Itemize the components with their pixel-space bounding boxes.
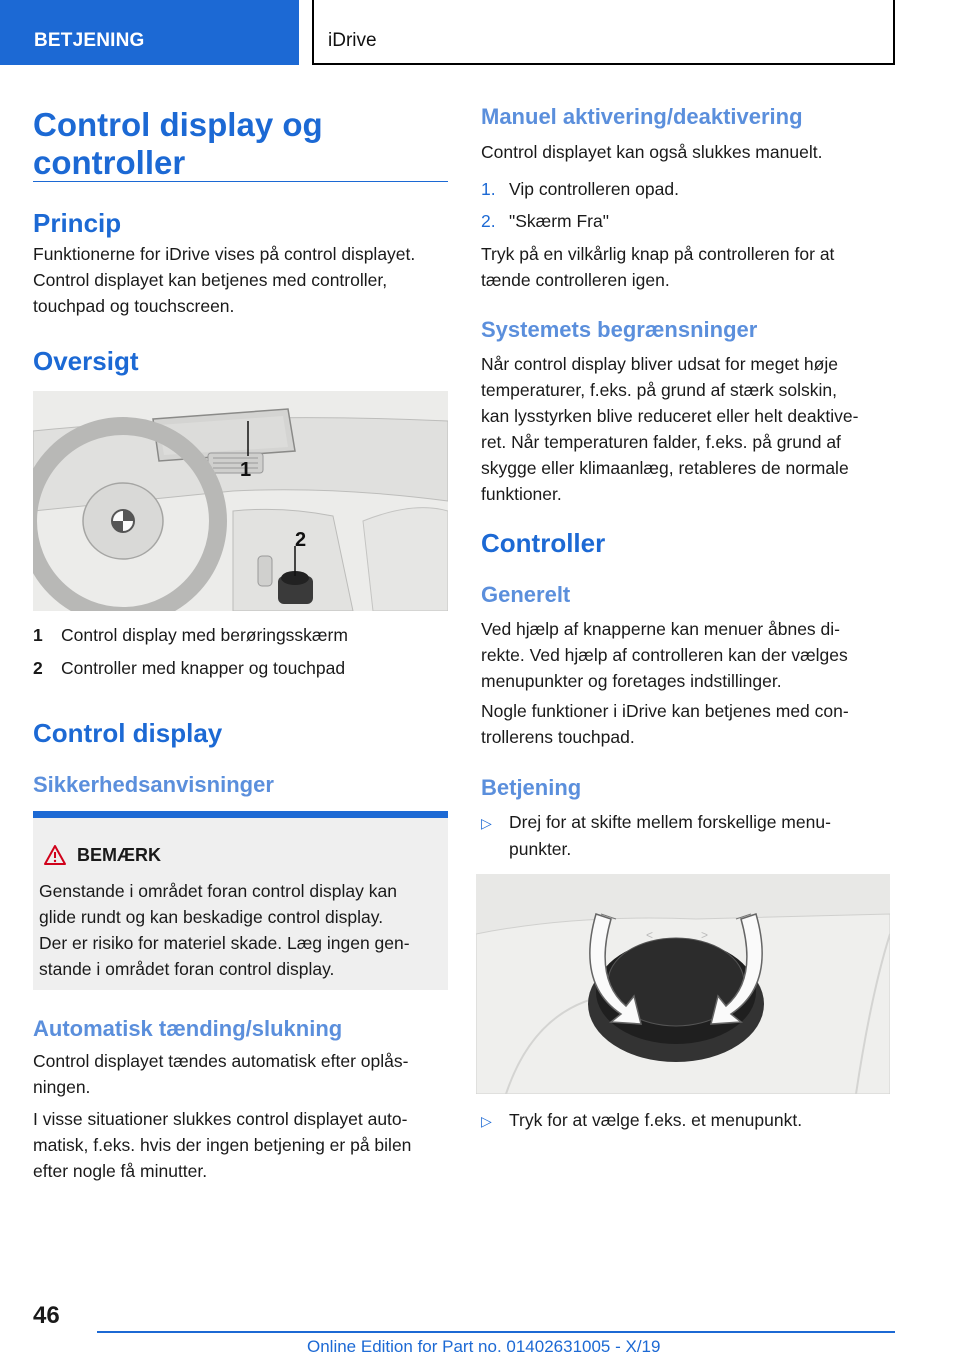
heading-sikkerhed: Sikkerhedsanvisninger [33,772,274,797]
heading-automatisk: Automatisk tænding/slukning [33,1016,343,1041]
heading-princip: Princip [33,208,122,238]
generelt-paragraph-1: Ved hjælp af knapperne kan menuer åbnes di- rekte. Ved hjælp af controlleren kan der vælges menupunkter og foretages indstillinger. [481,619,848,691]
section-label: BETJENING [34,30,145,51]
heading-oversigt: Oversigt [33,346,139,376]
title-rule [33,181,448,182]
cockpit-illustration [33,391,448,611]
bullet-rotate: ▷ Drej for at skifte mellem forskellige menu- punkter. [481,812,831,859]
note-label: BEMÆRK [77,844,161,865]
step-1: 1. Vip controlleren opad. [481,179,679,199]
heading-generelt: Generelt [481,582,571,607]
generelt-paragraph-2: Nogle funktioner i iDrive kan betjenes med con- trollerens touchpad. [481,701,849,747]
footer-rule [97,1331,895,1333]
cockpit-drawing [33,391,448,611]
systemets-paragraph: Når control display bliver udsat for meget høje temperaturer, f.eks. på grund af stærk solskin, kan lysstyrken blive reduceret eller helt deaktive- ret. Når temperaturen falder, f.eks. på grund af skygge eller klimaanlæg, retableres de normale funktioner. [481,354,859,504]
heading-control-display: Control display [33,718,223,748]
callout-2: 2 [295,529,307,551]
step-2: 2. "Skærm Fra" [481,211,609,231]
chapter-label: iDrive [328,30,377,51]
svg-text:<: < [646,928,654,942]
heading-controller: Controller [481,528,606,558]
bullet-press: ▷ Tryk for at vælge f.eks. et menupunkt. [481,1110,803,1130]
manuel-paragraph-2: Tryk på en vilkårlig knap på controlleren for at tænde controlleren igen. [481,244,835,290]
page-title: Control display og controller [33,106,323,181]
warning-note [33,811,448,990]
controller-drawing [476,874,890,1094]
warning-icon [43,844,67,866]
heading-manuel: Manuel aktivering/deaktivering [481,104,803,129]
heading-systemets: Systemets begrænsninger [481,317,758,342]
svg-text:>: > [701,928,709,942]
callout-1: 1 [240,459,252,481]
auto-paragraph-1: Control displayet tændes automatisk efter oplås- ningen. [33,1051,409,1097]
section-tab [0,0,299,65]
page-number: 46 [33,1302,60,1329]
footer-edition: Online Edition for Part no. 01402631005 - X/19 [307,1337,661,1356]
legend-item-2: 2 Controller med knapper og touchpad [33,658,346,678]
chapter-tab [312,0,895,65]
manuel-paragraph: Control displayet kan også slukkes manuelt. [481,142,823,162]
controller-illustration [476,874,890,1094]
heading-betjening: Betjening [481,775,582,800]
note-text: Genstande i området foran control display kan glide rundt og kan beskadige control display. Der er risiko for materiel skade. Læg ingen gen- stande i området foran control display. [39,881,410,979]
auto-paragraph-2: I visse situationer slukkes control displayet auto- matisk, f.eks. hvis der ingen betjening er på bilen efter nogle få minutter. [33,1109,412,1181]
legend-item-1: 1 Control display med berøringsskærm [33,625,348,645]
princip-paragraph: Funktionerne for iDrive vises på control displayet. Control displayet kan betjenes med controller, touchpad og touchscreen. [33,244,416,316]
